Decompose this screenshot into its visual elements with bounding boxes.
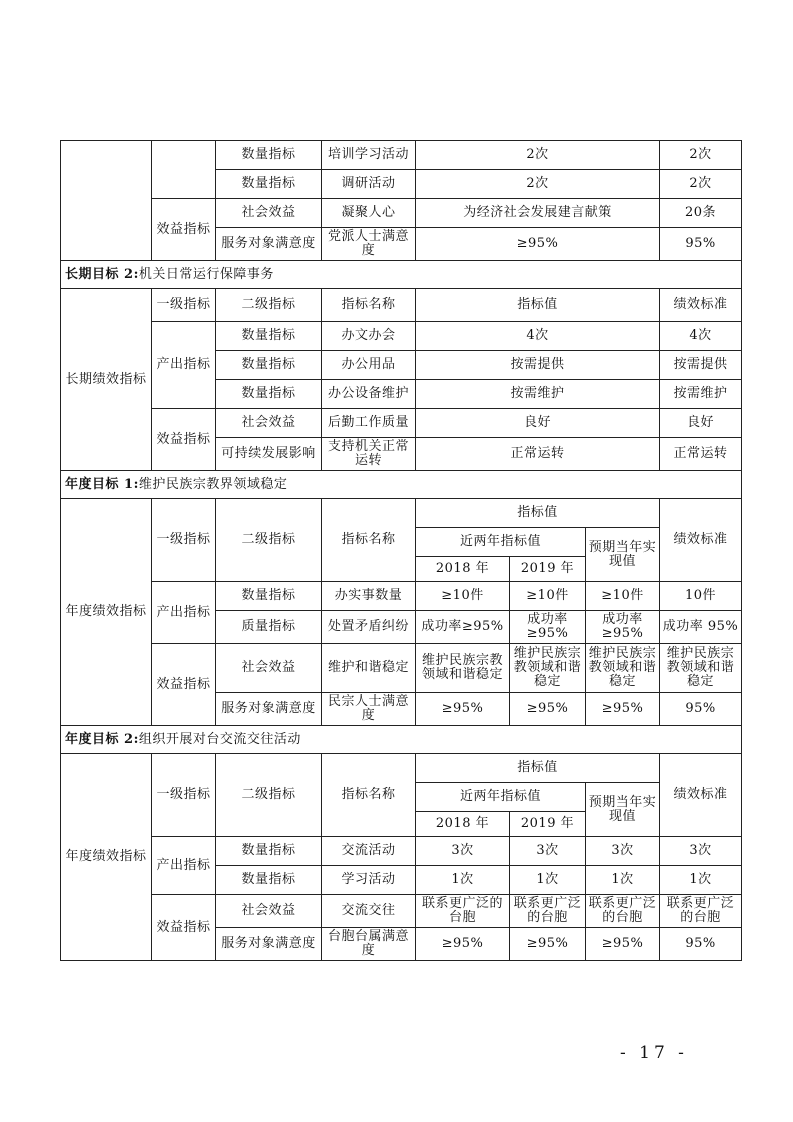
output-indicator-label: 产出指标 xyxy=(152,582,216,644)
indicator-name-cell: 办文办会 xyxy=(322,322,416,351)
indicator-name-cell: 交流交往 xyxy=(322,895,416,928)
indicator-value-cell: 2次 xyxy=(416,170,660,199)
standard-cell: 成功率 95% xyxy=(660,611,742,644)
value-2018-cell: ≥95% xyxy=(416,693,510,726)
standard-cell: 2次 xyxy=(660,141,742,170)
standard-cell: 95% xyxy=(660,228,742,261)
level2-cell: 社会效益 xyxy=(216,199,322,228)
continued-section-cell xyxy=(61,141,152,261)
level1-cell: 效益指标 xyxy=(152,199,216,261)
expected-cell: ≥95% xyxy=(586,693,660,726)
value-2019-cell: 1次 xyxy=(510,866,586,895)
indicator-name-cell: 民宗人士满意度 xyxy=(322,693,416,726)
standard-cell: 95% xyxy=(660,928,742,961)
level2-cell: 数量指标 xyxy=(216,141,322,170)
standard-cell: 联系更广泛的台胞 xyxy=(660,895,742,928)
header-2019: 2019 年 xyxy=(510,557,586,582)
goal-text: 组织开展对台交流交往活动 xyxy=(138,731,301,747)
indicator-value-cell: 2次 xyxy=(416,141,660,170)
standard-cell: 1次 xyxy=(660,866,742,895)
value-2018-cell: ≥10件 xyxy=(416,582,510,611)
level2-cell: 可持续发展影响 xyxy=(216,438,322,471)
output-indicator-label: 产出指标 xyxy=(152,322,216,409)
output-indicator-label: 产出指标 xyxy=(152,837,216,895)
indicator-name-cell: 交流活动 xyxy=(322,837,416,866)
level2-cell: 数量指标 xyxy=(216,837,322,866)
header-value: 指标值 xyxy=(416,289,660,322)
indicator-value-cell: 为经济社会发展建言献策 xyxy=(416,199,660,228)
level2-cell: 数量指标 xyxy=(216,582,322,611)
header-level1: 一级指标 xyxy=(152,289,216,322)
expected-cell: 1次 xyxy=(586,866,660,895)
level2-cell: 数量指标 xyxy=(216,170,322,199)
expected-cell: ≥95% xyxy=(586,928,660,961)
level2-cell: 服务对象满意度 xyxy=(216,693,322,726)
header-expected: 预期当年实现值 xyxy=(586,528,660,582)
standard-cell: 3次 xyxy=(660,837,742,866)
value-2018-cell: 3次 xyxy=(416,837,510,866)
header-standard: 绩效标准 xyxy=(660,754,742,837)
indicator-name-cell: 办公用品 xyxy=(322,351,416,380)
value-2019-cell: ≥10件 xyxy=(510,582,586,611)
indicator-name-cell: 凝聚人心 xyxy=(322,199,416,228)
value-2019-cell: 3次 xyxy=(510,837,586,866)
goal-row xyxy=(61,261,742,289)
header-name: 指标名称 xyxy=(322,499,416,582)
header-level2: 二级指标 xyxy=(216,754,322,837)
level2-cell: 数量指标 xyxy=(216,351,322,380)
level2-cell: 社会效益 xyxy=(216,895,322,928)
header-2018: 2018 年 xyxy=(416,812,510,837)
value-2019-cell: 成功率≥95% xyxy=(510,611,586,644)
indicator-name-cell: 办实事数量 xyxy=(322,582,416,611)
indicator-name-cell: 党派人士满意度 xyxy=(322,228,416,261)
header-expected: 预期当年实现值 xyxy=(586,783,660,837)
header-standard: 绩效标准 xyxy=(660,499,742,582)
section-label: 年度绩效指标 xyxy=(61,754,152,961)
header-recent-years: 近两年指标值 xyxy=(416,783,586,812)
section-label: 长期绩效指标 xyxy=(61,289,152,471)
expected-cell: 3次 xyxy=(586,837,660,866)
header-2019: 2019 年 xyxy=(510,812,586,837)
indicator-name-cell: 培训学习活动 xyxy=(322,141,416,170)
level2-cell: 社会效益 xyxy=(216,644,322,693)
level2-cell: 质量指标 xyxy=(216,611,322,644)
standard-cell: 良好 xyxy=(660,409,742,438)
header-level2: 二级指标 xyxy=(216,289,322,322)
standard-cell: 按需维护 xyxy=(660,380,742,409)
standard-cell: 按需提供 xyxy=(660,351,742,380)
indicator-value-cell: 良好 xyxy=(416,409,660,438)
value-2018-cell: 联系更广泛的台胞 xyxy=(416,895,510,928)
expected-cell: 维护民族宗教领域和谐稳定 xyxy=(586,644,660,693)
goal-label: 年度目标 2: xyxy=(65,731,139,747)
header-level2: 二级指标 xyxy=(216,499,322,582)
performance-table xyxy=(60,140,742,961)
indicator-value-cell: 按需提供 xyxy=(416,351,660,380)
standard-cell: 4次 xyxy=(660,322,742,351)
indicator-value-cell: 正常运转 xyxy=(416,438,660,471)
indicator-name-cell: 支持机关正常运转 xyxy=(322,438,416,471)
expected-cell: 成功率≥95% xyxy=(586,611,660,644)
indicator-name-cell: 维护和谐稳定 xyxy=(322,644,416,693)
header-name: 指标名称 xyxy=(322,289,416,322)
value-2019-cell: ≥95% xyxy=(510,693,586,726)
header-level1: 一级指标 xyxy=(152,754,216,837)
indicator-name-cell: 台胞台属满意度 xyxy=(322,928,416,961)
level2-cell: 数量指标 xyxy=(216,866,322,895)
goal-label: 长期目标 2: xyxy=(65,266,139,282)
expected-cell: 联系更广泛的台胞 xyxy=(586,895,660,928)
indicator-name-cell: 办公设备维护 xyxy=(322,380,416,409)
standard-cell: 维护民族宗教领域和谐稳定 xyxy=(660,644,742,693)
goal-text: 维护民族宗教界领域稳定 xyxy=(138,476,288,492)
header-2018: 2018 年 xyxy=(416,557,510,582)
indicator-name-cell: 后勤工作质量 xyxy=(322,409,416,438)
value-2019-cell: 维护民族宗教领域和谐稳定 xyxy=(510,644,586,693)
value-2018-cell: 1次 xyxy=(416,866,510,895)
header-recent-years: 近两年指标值 xyxy=(416,528,586,557)
header-value: 指标值 xyxy=(416,499,660,528)
goal-text: 机关日常运行保障事务 xyxy=(138,266,274,282)
value-2018-cell: ≥95% xyxy=(416,928,510,961)
benefit-indicator-label: 效益指标 xyxy=(152,644,216,726)
page-number: - 17 - xyxy=(620,1043,688,1063)
level2-cell: 数量指标 xyxy=(216,322,322,351)
indicator-name-cell: 调研活动 xyxy=(322,170,416,199)
indicator-name-cell: 处置矛盾纠纷 xyxy=(322,611,416,644)
value-2018-cell: 维护民族宗教领域和谐稳定 xyxy=(416,644,510,693)
section-label: 年度绩效指标 xyxy=(61,499,152,726)
value-2018-cell: 成功率≥95% xyxy=(416,611,510,644)
standard-cell: 正常运转 xyxy=(660,438,742,471)
header-value: 指标值 xyxy=(416,754,660,783)
standard-cell: 95% xyxy=(660,693,742,726)
goal-label: 年度目标 1: xyxy=(65,476,139,492)
standard-cell: 2次 xyxy=(660,170,742,199)
expected-cell: ≥10件 xyxy=(586,582,660,611)
indicator-value-cell: ≥95% xyxy=(416,228,660,261)
indicator-value-cell: 按需维护 xyxy=(416,380,660,409)
goal-row xyxy=(61,726,742,754)
standard-cell: 20条 xyxy=(660,199,742,228)
level2-cell: 数量指标 xyxy=(216,380,322,409)
indicator-value-cell: 4次 xyxy=(416,322,660,351)
goal-row xyxy=(61,471,742,499)
standard-cell: 10件 xyxy=(660,582,742,611)
benefit-indicator-label: 效益指标 xyxy=(152,895,216,961)
header-level1: 一级指标 xyxy=(152,499,216,582)
level2-cell: 服务对象满意度 xyxy=(216,228,322,261)
level2-cell: 社会效益 xyxy=(216,409,322,438)
value-2019-cell: 联系更广泛的台胞 xyxy=(510,895,586,928)
header-name: 指标名称 xyxy=(322,754,416,837)
level2-cell: 服务对象满意度 xyxy=(216,928,322,961)
continued-level1-cell xyxy=(152,141,216,199)
benefit-indicator-label: 效益指标 xyxy=(152,409,216,471)
header-standard: 绩效标准 xyxy=(660,289,742,322)
value-2019-cell: ≥95% xyxy=(510,928,586,961)
indicator-name-cell: 学习活动 xyxy=(322,866,416,895)
